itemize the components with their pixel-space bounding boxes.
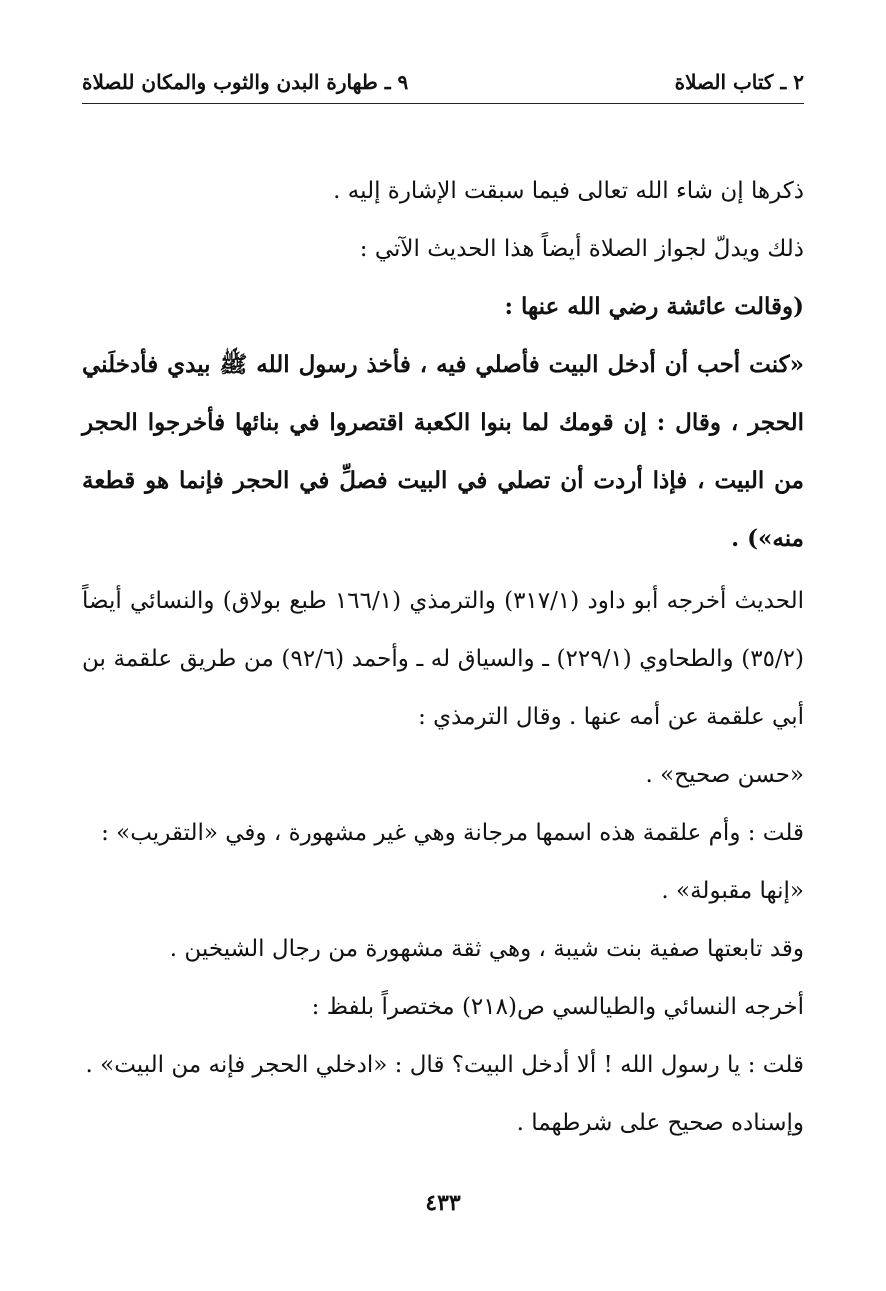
paragraph-note: قلت : وأم علقمة هذه اسمها مرجانة وهي غير مشهورة ، وفي «التقريب» : (101, 820, 804, 846)
hadith-text: «كنت أحب أن أدخل البيت فأصلي فيه ، فأخذ رسول الله ﷺ بيدي فأدخلَني الحجر ، وقال : إن قومك لما بنوا الكعبة اقتصروا في بنائها فأخرجوا الحجر من البيت ، فإذا أردت أن تصلي في البيت فصلِّ في الحجر فإنما هو قطعة منه») . (82, 351, 804, 552)
header-section-title: ٩ ـ طهارة البدن والثوب والمكان للصلاة (82, 70, 409, 94)
paragraph-intro: ذكرها إن شاء الله تعالى فيما سبقت الإشارة إليه . (333, 178, 804, 204)
header-divider (82, 103, 804, 104)
paragraph-taqrib-quote: «إنها مقبولة» . (661, 878, 804, 904)
paragraph-evidence: ذلك ويدلّ لجواز الصلاة أيضاً هذا الحديث الآتي : (359, 236, 804, 262)
paragraph-grading: «حسن صحيح» . (645, 762, 804, 788)
paragraph-source: أخرجه النسائي والطيالسي ص(٢١٨) مختصراً بلفظ : (311, 994, 804, 1020)
header-chapter-title: ٢ ـ كتاب الصلاة (674, 70, 804, 94)
paragraph-corroboration: وقد تابعتها صفية بنت شيبة ، وهي ثقة مشهورة من رجال الشيخين . (169, 936, 804, 962)
page-body (82, 162, 804, 1152)
paragraph-isnad: وإسناده صحيح على شرطهما . (516, 1110, 804, 1136)
page-number: ٤٣٣ (425, 1190, 461, 1216)
paragraph-takhrij: الحديث أخرجه أبو داود (٣١٧/١) والترمذي (١٦٦/١ طبع بولاق) والنسائي أيضاً (٣٥/٢) والطحاوي (٢٢٩/١) ـ والسياق له ـ وأحمد (٩٢/٦) من طريق علقمة بن أبي علقمة عن أمه عنها . وقال الترمذي : (82, 588, 805, 730)
running-header (82, 62, 804, 102)
hadith-attribution: (وقالت عائشة رضي الله عنها : (504, 293, 804, 320)
paragraph-narration: قلت : يا رسول الله ! ألا أدخل البيت؟ قال : «ادخلي الحجر فإنه من البيت» . (85, 1052, 804, 1078)
